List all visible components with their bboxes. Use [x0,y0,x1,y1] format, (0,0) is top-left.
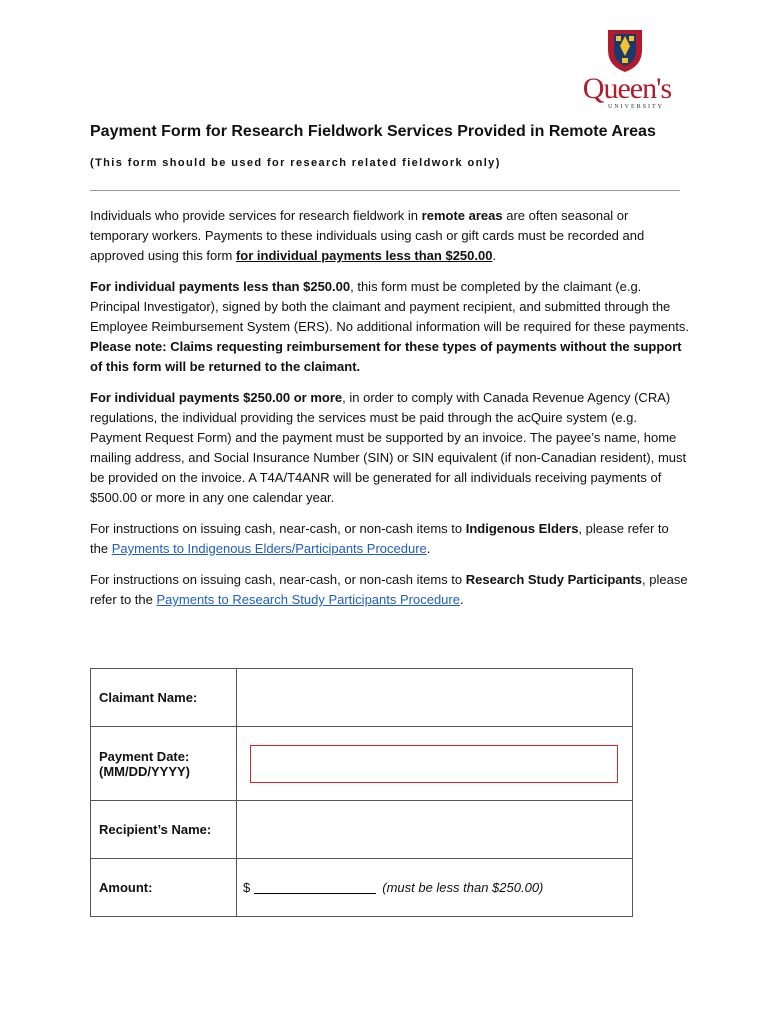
text: . [459,592,464,607]
payment-date-cell [237,727,633,801]
paragraph-elders [90,519,690,559]
payment-date-field[interactable] [250,745,618,783]
paragraph-over-250 [90,388,690,508]
amount-row [91,859,633,917]
page-title: Payment Form for Research Fieldwork Services Provided in Remote Areas [90,123,656,140]
queens-logo [572,28,682,108]
claimant-label: Claimant Name: [91,669,237,727]
shield-icon [594,28,656,72]
emphasis: Research Study Participants [465,572,643,587]
paragraph-intro [90,206,690,266]
text: For instructions on issuing cash, near-cash, or non-cash items to [90,572,466,587]
payment-date-row [91,727,633,801]
text: , please refer to the [90,521,669,556]
paragraph-participants [90,570,690,610]
payment-date-label-line2: (MM/DD/YYYY) [99,763,190,779]
currency-symbol: $ [243,880,251,895]
elders-procedure-link[interactable]: Payments to Indigenous Elders/Participants Procedure [111,541,427,556]
emphasis: remote areas [421,208,503,223]
emphasis: Indigenous Elders [465,521,579,536]
text: For instructions on issuing cash, near-cash, or non-cash items to [90,521,466,536]
claimant-row [91,669,633,727]
recipient-row [91,801,633,859]
text: are often seasonal or temporary workers. Payments to these individuals using cash or gift cards must be recorded and approved using this form [90,208,645,263]
text: , in order to comply with Canada Revenue Agency (CRA) regulations, the individual providing the services must be paid through the acQuire system (e.g. Payment Request Form) and the payment must be supported by an invoice. The payee’s name, home mailing address, and Social Insurance Number (SIN) or SIN equivalent (if non-Canadian resident), must be provided on the invoice. A T4A/T4ANR will be generated for all individuals receiving payments of $500.00 or more in any one calendar year. [90,390,687,505]
claimant-name-field[interactable] [237,669,633,727]
emphasis-underlined: for individual payments less than $250.00 [235,248,493,263]
emphasis: Please note: Claims requesting reimbursement for these types of payments without the support of this form will be returned to the claimant. [90,339,682,374]
text: , please refer to the [90,572,688,607]
logo-subtext: UNIVERSITY [608,104,664,110]
emphasis: For individual payments $250.00 or more [90,390,343,405]
payment-date-label-line1: Payment Date: [99,748,190,764]
text: , this form must be completed by the claimant (e.g. Principal Investigator), signed by both the claimant and payment recipient, and submitted through the Employee Reimbursement System (ERS). No additional information will be required for these payments. [90,279,689,334]
paragraph-under-250 [90,277,690,377]
participants-procedure-link[interactable]: Payments to Research Study Participants Procedure [156,592,460,607]
payment-form-table [90,668,633,917]
recipient-label: Recipient’s Name: [91,801,237,859]
text: Individuals who provide services for research fieldwork in [90,208,422,223]
divider [90,190,680,191]
emphasis: For individual payments less than $250.00 [90,279,351,294]
payment-date-label [91,727,237,801]
recipient-name-field[interactable] [237,801,633,859]
page-subtitle: (This form should be used for research related fieldwork only) [90,157,501,169]
logo-wordmark: Queen's [582,72,672,105]
amount-note: (must be less than $250.00) [382,880,544,895]
text: . [426,541,431,556]
amount-label: Amount: [91,859,237,917]
amount-cell [237,859,633,917]
instructions [90,206,690,621]
text: . [492,248,497,263]
amount-field[interactable] [254,880,376,894]
